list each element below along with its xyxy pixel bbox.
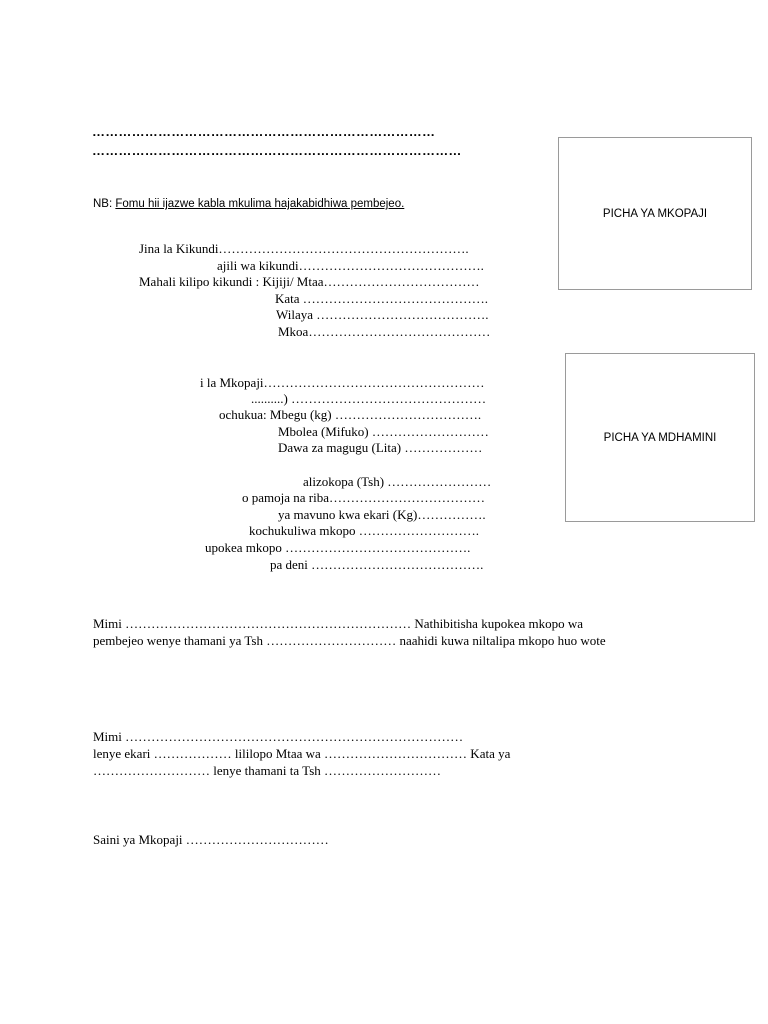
declaration-1-line-1[interactable]: Mimi ………………………………………………………… Nathibitisha kupokea mkopo wa bbox=[93, 616, 584, 631]
district-field[interactable]: Wilaya …………………………………. bbox=[276, 307, 489, 322]
declaration-2-line-3[interactable]: ……………………… lenye thamani ta Tsh ……………………… bbox=[93, 763, 442, 778]
group-name-field[interactable]: Jina la Kikundi…………………………………………………. bbox=[139, 241, 469, 256]
declaration-2-line-2[interactable]: lenye ekari ……………… lililopo Mtaa wa …………………………… Kata ya bbox=[93, 746, 511, 761]
loan-taken-date-field[interactable]: kochukuliwa mkopo ………………………. bbox=[249, 523, 480, 538]
declaration-1-line-2[interactable]: pembejeo wenye thamani ya Tsh ………………………… naahidi kuwa niltalipa mkopo huo wote bbox=[93, 633, 606, 648]
group-location-field[interactable]: Mahali kilipo kikundi : Kijiji/ Mtaa……………………………… bbox=[139, 274, 480, 289]
amount-borrowed-field[interactable]: alizokopa (Tsh) …………………… bbox=[303, 474, 492, 489]
yield-per-acre-field[interactable]: ya mavuno kwa ekari (Kg)……………. bbox=[278, 507, 486, 522]
region-field[interactable]: Mkoa…………………………………… bbox=[278, 324, 491, 339]
guarantor-photo-box bbox=[565, 353, 755, 522]
note-prefix: NB: bbox=[93, 198, 113, 210]
header-dots-line-1[interactable]: …………………………………………………………………… bbox=[92, 124, 436, 139]
debt-repayment-field[interactable]: pa deni …………………………………. bbox=[270, 557, 484, 572]
note bbox=[93, 198, 404, 210]
borrower-name-field[interactable]: i la Mkopaji…………………………………………… bbox=[200, 375, 485, 390]
group-purpose-field[interactable]: ajili wa kikundi……………………………………. bbox=[217, 258, 484, 273]
herbicide-litres-field[interactable]: Dawa za magugu (Lita) ……………… bbox=[278, 440, 483, 455]
total-with-interest-field[interactable]: o pamoja na riba……………………………… bbox=[242, 490, 485, 505]
declaration-2-line-1[interactable]: Mimi …………………………………………………………………… bbox=[93, 729, 464, 744]
fertilizer-bags-field[interactable]: Mbolea (Mifuko) ……………………… bbox=[278, 424, 489, 439]
borrower-id-field[interactable]: ..........) ……………………………………… bbox=[251, 391, 487, 406]
guarantor-photo-label: PICHA YA MDHAMINI bbox=[603, 431, 717, 444]
note-text: Fomu hii ijazwe kabla mkulima hajakabidhiwa pembejeo. bbox=[115, 198, 405, 210]
header-dots-line-2[interactable]: ………………………………………………………………………… bbox=[92, 143, 462, 158]
ward-field[interactable]: Kata ……………………………………. bbox=[275, 291, 489, 306]
seed-kg-field[interactable]: ochukua: Mbegu (kg) ……………………………. bbox=[219, 407, 482, 422]
borrower-signature-field[interactable]: Saini ya Mkopaji …………………………… bbox=[93, 832, 329, 847]
borrower-photo-label: PICHA YA MKOPAJI bbox=[602, 207, 708, 220]
borrower-photo-box bbox=[558, 137, 752, 290]
loan-received-date-field[interactable]: upokea mkopo ……………………………………. bbox=[205, 540, 471, 555]
